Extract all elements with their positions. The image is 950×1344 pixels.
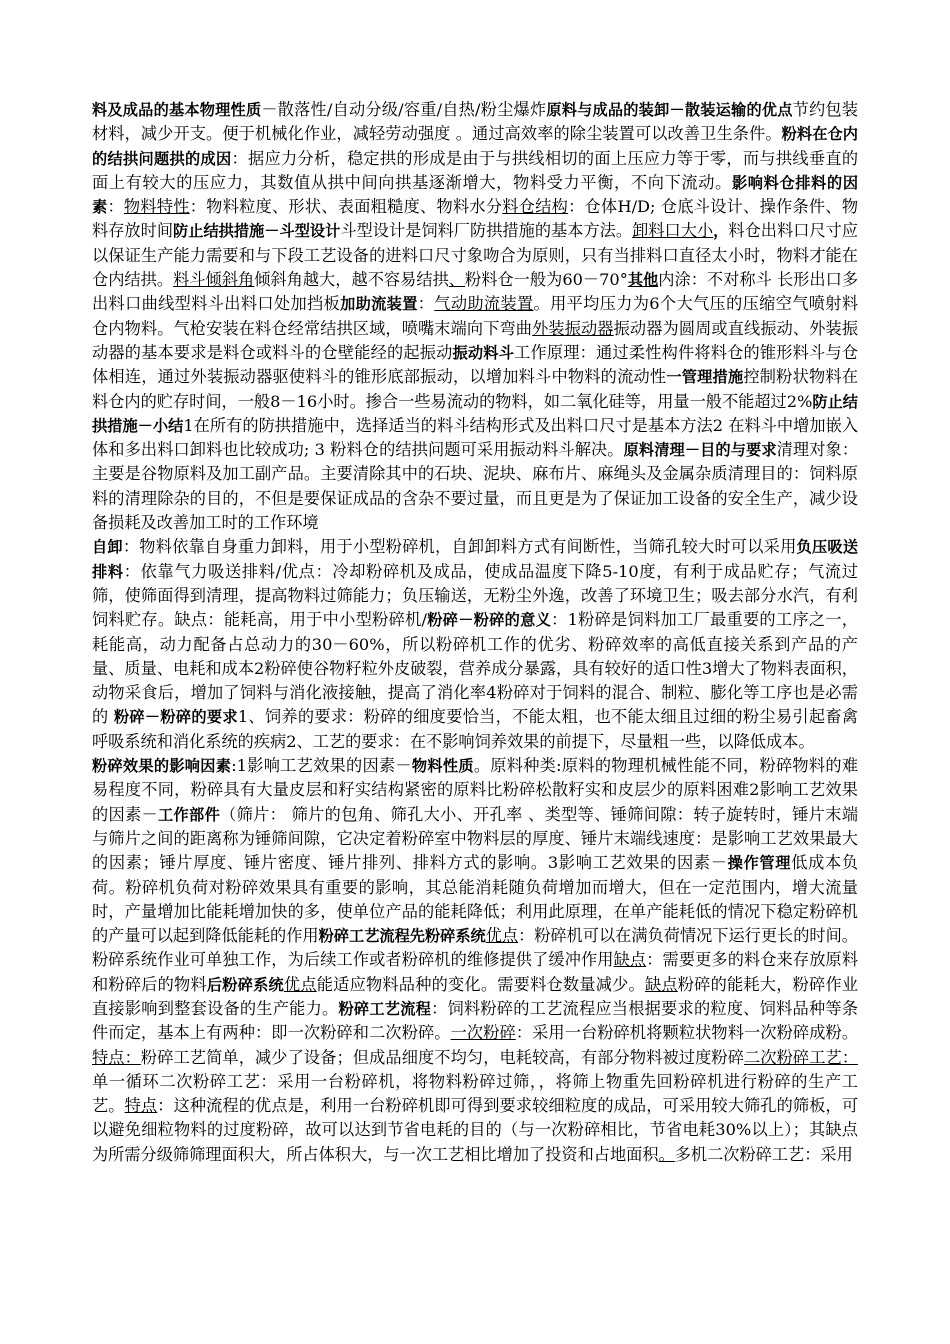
heading-run: 操作管理 bbox=[726, 854, 792, 873]
text-run: 振动器为圆周或直线振动、外装振动器的基本要求是料仓或料斗的仓壁能经的起振动 bbox=[92, 318, 859, 362]
heading-run: 自卸 bbox=[92, 538, 123, 557]
heading-run: 料及成品的基本物理性质 bbox=[92, 101, 262, 119]
text-run: 低成本负荷。粉碎机负荷对粉碎效果具有重要的影响，其总能消耗随负荷增加而增大，但在一定范围内，增大流量时，产量增加比能耗增加快的多，使单位产品的能耗降低；利用此原理，在单产能耗低的情况下稳定粉碎机的产量可以起到降低能耗的作用 bbox=[92, 853, 859, 946]
paragraph-grinding-factors-and-process bbox=[92, 754, 858, 1167]
underlined-run: 。 bbox=[658, 1144, 675, 1164]
text-run: 。用平均压力为6个大气压的压缩空气喷射料仓内物料。气枪安装在料仓经常结拱区域，喷嘴末端向下弯曲 bbox=[92, 294, 859, 338]
text-run: 粉碎工艺简单，减少了设备；但成品细度不均匀，电耗较高，有部分物料被过度粉碎 bbox=[140, 1047, 745, 1067]
text-run: （筛片： 筛片的包角、筛孔大小、开孔率 、类型等、锤筛间隙：转子旋转时，锤片末端与筛片之间的距离称为锤筛间隙，它决定着粉碎室中物料层的厚度、锤片末端线速度：是影响工艺效果最大的因素；锤片厚度、锤片密度、锤片排列、排料方式的影响。3影响工艺效果的因素－ bbox=[92, 804, 859, 873]
text-run: ：这种流程的优点是，利用一台粉碎机即可得到要求较细粒度的成品，可采用较大筛孔的筛板，可以避免细粒物料的过度粉碎，故可以达到节省电耗的目的（与一次粉碎相比，节省电耗30%以上）；其缺点为所需分级筛筛理面积大，所占体积大，与一次工艺相比增加了投资和占地面积 bbox=[92, 1096, 859, 1164]
text-run: ：1粉碎是饲料加工厂最重要的工序之一，耗能高，动力配备占总动力的30－60%，所以粉碎机工作的优劣、粉碎效率的高低直接关系到产品的产量、质量、电耗和成本2粉碎使谷物籽粒外皮破裂，营养成分暴露，具有较好的适口性3增大了物料表面积，动物采食后，增加了饲料与消化液接触，提高了消化率4粉碎对于饲料的混合、制粒、膨化等工序也是必需的 bbox=[92, 610, 858, 727]
heading-run: 后粉碎系统 bbox=[206, 975, 284, 994]
underlined-run: 、 bbox=[448, 270, 466, 290]
text-run: ： bbox=[107, 197, 124, 217]
underlined-run: 气动助流装置 bbox=[434, 294, 534, 314]
text-run: 清理对象：主要是谷物原料及加工副产品。主要清除其中的石块、泥块、麻布片、麻绳头及金属杂质清理目的：饲料原料的清理除杂的目的，不但是要保证成品的含杂不要过量，而且更是为了保证加工设备的安全生产，减少设备损耗及改善加工时的工作环境 bbox=[92, 440, 859, 533]
text-run: ：需要更多的料仓来存放原料和粉碎后的物料 bbox=[92, 950, 859, 994]
heading-run: 工作部件 bbox=[157, 805, 221, 824]
text-run: 多机二次粉碎工艺：采用 bbox=[674, 1144, 853, 1164]
heading-run: 负压吸送排料 bbox=[92, 538, 859, 581]
heading-run: 物料性质 bbox=[411, 757, 474, 776]
heading-run: 粉碎－粉碎的意义 bbox=[427, 611, 552, 630]
text-run: 粉碎的能耗大，粉碎作业直接影响到整套设备的生产能力。 bbox=[92, 974, 859, 1018]
text-run: ：依靠气力吸送排料/优点：冷却粉碎机及成品，使成品温度下降5-10度，有利于成品贮存；气流过筛，使筛面得到清理，提高物料过筛能力；负压输送，无粉尘外逸，改善了环境卫生；吸去部分水汽，有利饲料贮存。缺点：能耗高，用于中小型粉碎机/ bbox=[92, 561, 858, 630]
text-run: 节约包装材料，减少开支。便于机械化作业，减轻劳动强度 。通过高效率的除尘装置可以改善卫生条件。 bbox=[92, 100, 859, 144]
heading-run: 其他 bbox=[627, 271, 659, 290]
underlined-run: 一次粉碎 bbox=[450, 1023, 516, 1043]
heading-run: 防止结拱措施－斗型设计 bbox=[173, 222, 341, 241]
text-run: ：饲料粉碎的工艺流程应当根据要求的粒度、饲料品种等条件而定，基本上有两种：即一次粉碎和二次粉碎。 bbox=[92, 998, 859, 1043]
text-run: 斗型设计是饲料厂防拱措施的基本方法。 bbox=[340, 221, 633, 241]
paragraph-discharge-and-grinding bbox=[92, 535, 858, 754]
text-run: 1、饲养的要求：粉碎的细度要恰当，不能太粗，也不能太细且过细的粉尘易引起畜禽呼吸系统和消化系统的疾病2、工艺的要求：在不影响饲养效果的前提下，尽量粗一些，以降低成本。 bbox=[92, 707, 859, 751]
heading-run: 振动料斗 bbox=[452, 343, 515, 362]
text-run: 。原料种类:原料的物理机械性能不同，粉碎物料的难易程度不同，粉碎具有大量皮层和籽实结构紧密的原料比粉碎松散籽实和皮层少的原料困难2影响工艺效果的因素－ bbox=[92, 756, 859, 824]
heading-run: 粉料在仓内的结拱问题拱的成因 bbox=[92, 125, 858, 168]
text-run: ：采用一台粉碎机将颗粒状物料一次粉碎成粉。 bbox=[515, 1023, 859, 1043]
heading-run: 粉碎效果的影响因素 bbox=[92, 757, 232, 776]
text-run: 倾斜角越大，越不容易结拱 bbox=[254, 270, 449, 290]
underlined-run: 特点 bbox=[124, 1096, 158, 1116]
text-run: ： bbox=[417, 294, 435, 314]
text-run: 1在所有的防拱措施中，选择适当的料斗结构形式及出料口尺寸是基本方法2 在料斗中增加嵌入体和多出料口卸料也比较成功; 3 粉料仓的结拱问题可采用振动料斗解决。 bbox=[92, 415, 859, 460]
underlined-run: 外装振动器 bbox=[532, 318, 614, 338]
heading-run: 粉碎工艺流程 bbox=[338, 999, 432, 1018]
underlined-run: 料仓结构 bbox=[502, 197, 569, 217]
heading-run: 原料清理－目的与要求 bbox=[623, 441, 777, 460]
heading-run: 原料与成品的装卸－散装运输的优点 bbox=[546, 101, 793, 119]
text-run: :1影响工艺效果的因素－ bbox=[231, 756, 412, 776]
text-run: ：物料依靠自身重力卸料，用于小型粉碎机，自卸卸料方式有间断性，当筛孔较大时可以采用 bbox=[122, 537, 797, 557]
underlined-run: 优点 bbox=[283, 974, 317, 994]
underlined-run: 缺点 bbox=[644, 974, 678, 994]
text-run: 粉料仓一般为60－70° bbox=[465, 270, 628, 290]
heading-run: 粉碎－粉碎的要求 bbox=[113, 708, 238, 727]
underlined-run: 卸料口大小 bbox=[632, 221, 714, 241]
underlined-run: 料斗倾斜角 bbox=[173, 270, 255, 290]
text-run: 控制粉状物料在料仓内的贮存时间，一般8－16小时。掺合一些易流动的物料，如二氧化硅等，用量一般不能超过2% bbox=[92, 367, 859, 411]
heading-run: 一管理措施 bbox=[666, 368, 744, 387]
text-run: ：据应力分析，稳定拱的形成是由于与拱线相切的面上压应力等于零，而与拱线垂直的面上有较大的压应力，其数值从拱中间向拱基逐渐增大，物料受力平衡，不向下流动。 bbox=[92, 148, 859, 192]
heading-run: 影响料仓排料的因素 bbox=[92, 173, 859, 217]
underlined-run: 二次粉碎工艺： bbox=[744, 1047, 859, 1067]
underlined-run: 物料特性 bbox=[123, 197, 190, 217]
text-run: 能适应物料品种的变化。需要料仓数量减少。 bbox=[316, 974, 645, 994]
text-run: ：粉碎机可以在满负荷情况下运行更长的时间。粉碎系统作业可单独工作，为后续工作或者粉碎机的维修提供了缓冲作用 bbox=[92, 926, 858, 970]
text-run: 料仓出料口尺寸应以保证生产能力需要和与下段工艺设备的进料口尺寸象吻合为原则，只有当排料口直径太小时，物料才能在仓内结拱。 bbox=[92, 221, 859, 290]
underlined-run: 特点： bbox=[92, 1047, 141, 1067]
text-run: －散落性/自动分级/容重/自热/粉尘爆炸 bbox=[261, 100, 547, 119]
heading-run: 粉碎工艺流程先粉碎系统 bbox=[318, 927, 486, 946]
paragraph-storage-and-arching bbox=[92, 98, 858, 535]
text-run: ：仓体H/D; 仓底斗设计、操作条件、物料存放时间 bbox=[92, 197, 859, 241]
heading-run: 加助流装置 bbox=[340, 295, 418, 314]
document-body bbox=[92, 98, 858, 1167]
text-run: 单一循环二次粉碎工艺：采用一台粉碎机，将物料粉碎过筛，，将筛上物重先回粉碎机进行粉碎的生产工艺。 bbox=[92, 1071, 858, 1116]
heading-run: ， bbox=[713, 222, 729, 241]
text-run: 工作原理：通过柔性构件将料仓的锥形料斗与仓体相连，通过外装振动器驱使料斗的锥形底部振动，以增加料斗中物料的流动性 bbox=[92, 342, 859, 387]
underlined-run: 优点 bbox=[485, 926, 519, 946]
text-run: 内涂：不对称斗 长形出口多出料口曲线型料斗出料口处加挡板 bbox=[92, 270, 859, 314]
text-run: ：物料粒度、形状、表面粗糙度、物料水分 bbox=[189, 197, 503, 217]
heading-run: 防止结拱措施－小结 bbox=[92, 392, 858, 435]
underlined-run: 缺点 bbox=[613, 950, 647, 970]
